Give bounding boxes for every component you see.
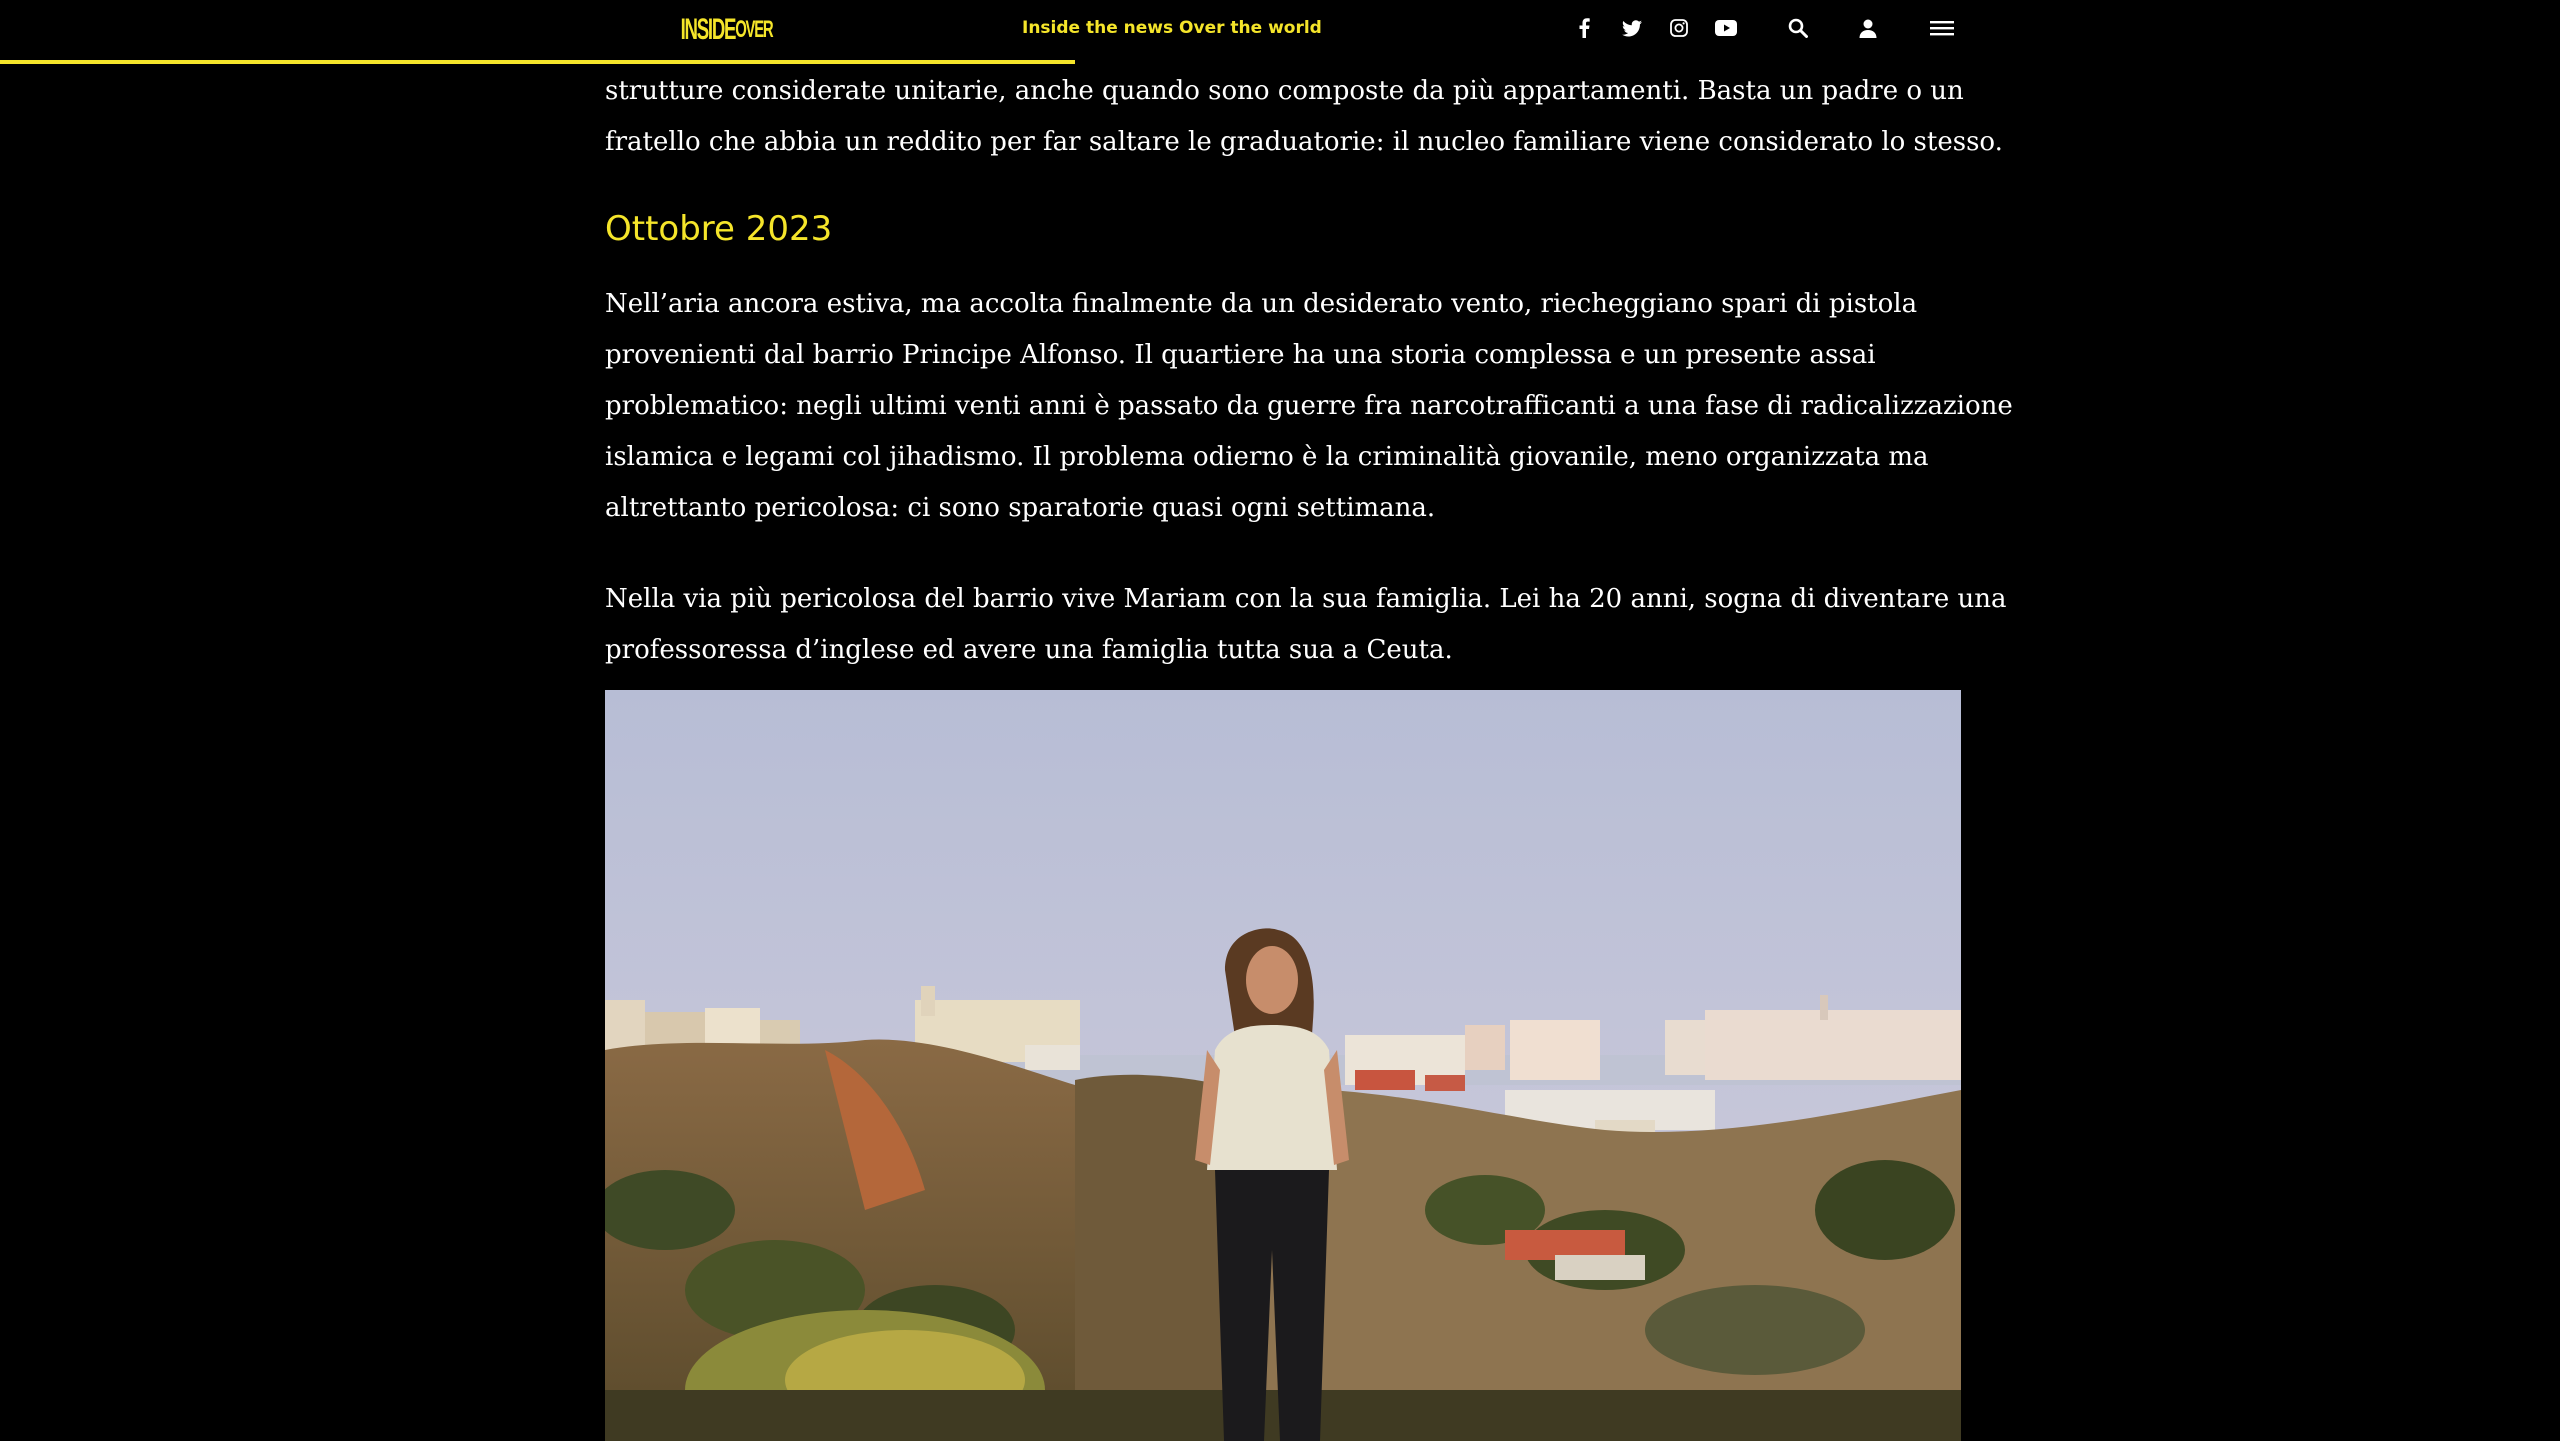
user-icon[interactable] xyxy=(1852,12,1884,44)
reading-progress-bar xyxy=(0,60,2560,64)
logo-text-over: OVER xyxy=(735,16,773,43)
header-actions xyxy=(0,12,2560,44)
article-photo xyxy=(605,690,1961,1441)
paragraph-mariam: Nella via più pericolosa del barrio vive Mariam con la sua famiglia. Lei ha 20 anni, sogna di diventare una professoressa d’inglese ed avere una famiglia tutta sua a Ceuta. xyxy=(605,584,2007,665)
section-heading: Ottobre 2023 xyxy=(605,209,833,249)
site-tagline: Inside the news Over the world xyxy=(1022,18,1322,38)
facebook-icon[interactable] xyxy=(1568,12,1600,44)
paragraph-barrio: Nell’aria ancora estiva, ma accolta finalmente da un desiderato vento, riecheggiano spari di pistola provenienti dal barrio Principe Alfonso. Il quartiere ha una storia complessa e un presente assai problematico: negli ultimi venti anni è passato da guerre fra narcotrafficanti a una fase di radicalizzazione islamica e legami col jihadismo. Il problema odierno è la criminalità giovanile, meno organizzata ma altrettanto pericolosa: ci sono sparatorie quasi ogni settimana. xyxy=(605,289,2013,523)
twitter-icon[interactable] xyxy=(1616,12,1648,44)
reading-progress-fill xyxy=(0,60,1075,64)
photo-portrait-mariam xyxy=(605,690,1961,1441)
menu-icon[interactable] xyxy=(1926,12,1958,44)
youtube-icon[interactable] xyxy=(1710,12,1742,44)
site-header xyxy=(0,0,2560,60)
instagram-icon[interactable] xyxy=(1663,12,1695,44)
search-icon[interactable] xyxy=(1782,12,1814,44)
logo-text-inside: INSIDE xyxy=(680,13,736,46)
paragraph-housing: strutture considerate unitarie, anche quando sono composte da più appartamenti. Basta un padre o un fratello che abbia un reddito per far saltare le graduatorie: il nucleo familiare viene considerato lo stesso. xyxy=(605,76,2003,157)
article-body xyxy=(605,60,2035,676)
